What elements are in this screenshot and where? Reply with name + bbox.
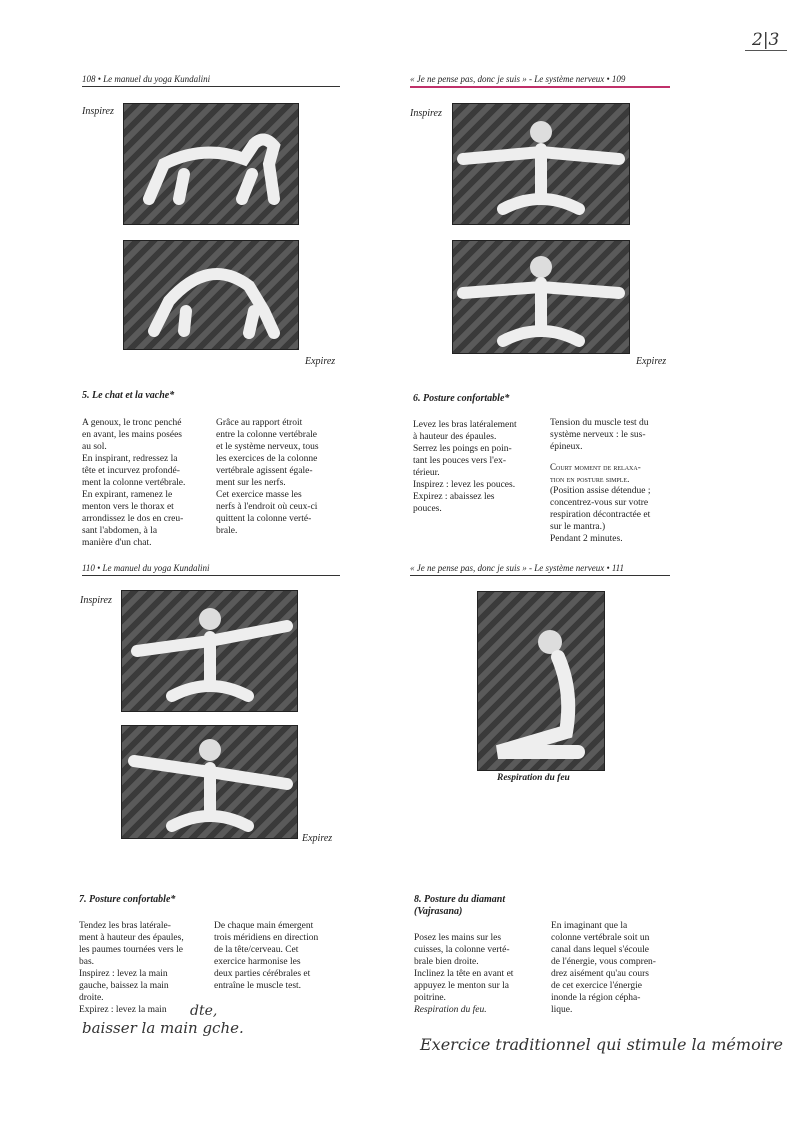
text-line: ment à hauteur des épaules, [79,933,184,943]
handwritten-note: Exercice traditionnel qui stimule la mémoire [420,1035,783,1054]
header-rule-highlight [410,86,670,88]
page-number-handwritten: 2|3 [752,30,780,50]
text-line: pouces. [413,504,442,514]
text-line: exercice harmonise les [214,957,301,967]
inhale-label: Inspirez [410,108,442,119]
text-line: menton vers le thorax et [82,502,174,512]
text-line: vertébrale agissent égale- [216,466,313,476]
header-top-left: 108 • Le manuel du yoga Kundalini [82,74,211,84]
text-line: En inspirant, redressez la [82,454,178,464]
text-line: En imaginant que la [551,921,628,931]
text-line: les paumes tournées vers le [79,945,183,955]
text-line: cuisses, la colonne verté- [414,945,510,955]
text-line: respiration décontractée et [550,510,651,520]
text-line: deux parties cérébrales et [214,969,311,979]
header-bottom-left: 110 • Le manuel du yoga Kundalini [82,563,210,573]
text-line: En expirant, ramenez le [82,490,173,500]
text-line: système nerveux : le sus- [550,430,646,440]
text-line: ment sur les nerfs. [216,478,286,488]
text-line: Serrez les poings en poin- [413,444,512,454]
text-line: Grâce au rapport étroit [216,418,303,428]
easy-pose-thumbs-photo [452,240,630,354]
header-top-right: « Je ne pense pas, donc je suis » - Le système nerveux • 109 [410,74,626,84]
header-rule [82,86,340,87]
arm-tilt-right-photo [121,725,298,839]
text-line: à hauteur des épaules. [413,432,497,442]
text-line: Respiration du feu. [414,1005,487,1015]
exercise-7-col1 [79,920,211,1016]
text-line: De chaque main émergent [214,921,314,931]
text-line: droite. [79,993,104,1003]
header-bottom-right: « Je ne pense pas, donc je suis » - Le système nerveux • 111 [410,563,625,573]
text-line: (Position assise détendue ; [550,486,651,496]
exercise-6-col2 [550,417,690,545]
text-line: Expirez : levez la main [79,1005,167,1015]
text-line: de l'énergie, vous compren- [551,957,656,967]
exhale-label: Expirez [302,833,333,844]
inhale-label: Inspirez [82,106,114,117]
text-line: tête et incurvez profondé- [82,466,180,476]
arm-tilt-figure [122,726,297,838]
text-line: drez aisément qu'au cours [551,969,649,979]
text-line: Tension du muscle test du [550,418,649,428]
text-line: Pendant 2 minutes. [550,534,623,544]
page-mark-underline [745,50,787,51]
diamond-pose-figure [478,592,604,770]
text-line: en avant, les mains posées [82,430,182,440]
text-line: appuyez le menton sur la [414,981,509,991]
text-line: brale. [216,526,238,536]
exercise-7-col2 [214,920,349,992]
text-line: A genoux, le tronc penché [82,418,182,428]
exercise-7-title: 7. Posture confortable* [79,894,176,905]
text-line: Posez les mains sur les [414,933,502,943]
inhale-label: Inspirez [80,595,112,606]
text-line: quittent la colonne verté- [216,514,312,524]
text-line: et le système nerveux, tous [216,442,319,452]
text-line: les exercices de la colonne [216,454,318,464]
exercise-5-col2 [216,417,346,537]
photo-caption: Respiration du feu [497,773,570,783]
text-line: entraîne le muscle test. [214,981,302,991]
text-line: lique. [551,1005,573,1015]
text-line: tion en posture simple. [550,474,630,484]
arm-tilt-figure [122,591,297,711]
text-line: sant l'abdomen, à la [82,526,158,536]
text-line: ment la colonne vertébrale. [82,478,186,488]
text-line: de cet exercice l'énergie [551,981,642,991]
cow-pose-figure [124,241,298,349]
spacer [550,453,690,461]
exercise-8-col1 [414,932,546,1016]
cow-pose-photo [123,240,299,350]
easy-pose-figure [453,104,629,224]
diamond-pose-photo [477,591,605,771]
exercise-8-subtitle: (Vajrasana) [414,906,463,917]
text-line: Court moment de relaxa- [550,462,641,472]
text-line: Inspirez : levez la main [79,969,168,979]
text-line: térieur. [413,468,440,478]
text-line: au sol. [82,442,107,452]
text-line: colonne vertébrale soit un [551,933,650,943]
text-line: canal dans lequel s'écoule [551,945,649,955]
cat-pose-photo [123,103,299,225]
text-line: nerfs à l'endroit où ceux-ci [216,502,318,512]
text-line: épineux. [550,442,583,452]
text-line: Tendez les bras latérale- [79,921,171,931]
text-line: concentrez-vous sur votre [550,498,649,508]
text-line: brale bien droite. [414,957,479,967]
text-line: tant les pouces vers l'ex- [413,456,506,466]
exercise-6-title: 6. Posture confortable* [413,393,510,404]
text-line: trois méridiens en direction [214,933,319,943]
handwritten-note: dte, [190,1003,218,1019]
cat-pose-figure [124,104,298,224]
text-line: Inspirez : levez les pouces. [413,480,516,490]
exhale-label: Expirez [636,356,667,367]
text-line: sur le mantra.) [550,522,606,532]
easy-pose-arms-photo [452,103,630,225]
exercise-5-title: 5. Le chat et la vache* [82,390,175,401]
handwritten-note: baisser la main gche. [82,1019,244,1037]
text-line: entre la colonne vertébrale [216,430,318,440]
exercise-5-col1 [82,417,212,549]
header-rule [82,575,340,576]
text-line: bas. [79,957,95,967]
exercise-8-title: 8. Posture du diamant [414,894,506,905]
exercise-6-col1 [413,419,545,515]
text-line: arrondissez le dos en creu- [82,514,184,524]
text-line: Inclinez la tête en avant et [414,969,514,979]
text-line: inonde la région cépha- [551,993,641,1003]
text-line: poitrine. [414,993,446,1003]
arm-tilt-left-photo [121,590,298,712]
text-line: Cet exercice masse les [216,490,302,500]
easy-pose-figure [453,241,629,353]
text-line: Expirez : abaissez les [413,492,495,502]
text-line: gauche, baissez la main [79,981,169,991]
text-line: manière d'un chat. [82,538,152,548]
exhale-label: Expirez [305,356,336,367]
header-rule [410,575,670,576]
exercise-8-col2 [551,920,691,1016]
text-line: de la tête/cerveau. Cet [214,945,299,955]
text-line: Levez les bras latéralement [413,420,517,430]
